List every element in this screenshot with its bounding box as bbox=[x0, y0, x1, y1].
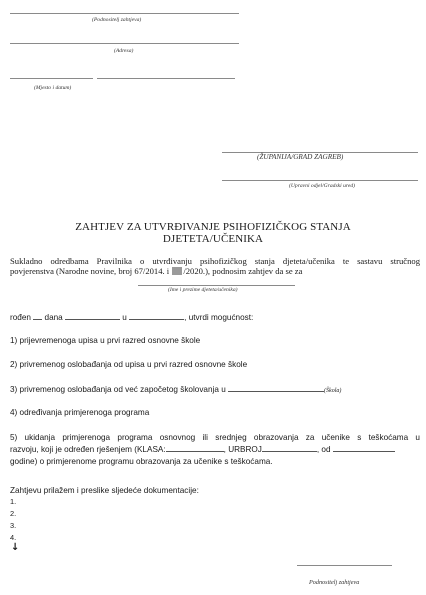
option-2: 2) privremenog oslobađanja od upisa u prvi razred osnovne škole bbox=[10, 360, 248, 369]
document-title-line1: ZAHTJEV ZA UTVRĐIVANJE PSIHOFIZIČKOG STANJA bbox=[75, 221, 351, 233]
attachment-item-2: 2. bbox=[10, 509, 17, 518]
option-3-text: 3) privremenog oslobađanja od već započetog školovanja u bbox=[10, 385, 226, 394]
option-5-line2-a: razvoju, koji je određen rješenjem (KLASA: bbox=[10, 445, 166, 454]
option-5-line2-b: , URBROJ bbox=[223, 445, 262, 454]
office-line bbox=[222, 180, 418, 181]
authority-label: (ŽUPANIJA/GRAD ZAGREB) bbox=[257, 153, 344, 161]
born-in-word: u bbox=[122, 313, 127, 322]
attachment-item-3: 3. bbox=[10, 521, 17, 530]
intro-line2 bbox=[10, 266, 302, 277]
child-name-line bbox=[138, 285, 295, 286]
signature-caption: Podnositelj zahtjeva bbox=[309, 579, 360, 586]
place-date-caption: (Mjesto i datum) bbox=[34, 85, 72, 91]
applicant-caption: (Podnositelj zahtjeva) bbox=[92, 17, 142, 23]
place-line bbox=[10, 78, 93, 79]
intro-line1: Sukladno odredbama Pravilnika o utvrđivanju psihofizičkog stanja djeteta/učenika te sastavu stručnog bbox=[10, 256, 420, 266]
attachment-item-4: 4. bbox=[10, 533, 17, 542]
school-caption: (Škola) bbox=[324, 388, 342, 394]
intro-line2-b: /2020.), podnosim zahtjev da se za bbox=[183, 266, 303, 276]
born-place-blank[interactable] bbox=[129, 312, 184, 320]
born-blank-1[interactable] bbox=[33, 312, 42, 320]
child-name-caption: (Ime i prezime djeteta/učenika) bbox=[168, 287, 238, 293]
born-day-word: dana bbox=[44, 313, 63, 322]
year-box[interactable] bbox=[172, 267, 182, 275]
option-3 bbox=[10, 384, 341, 397]
born-line bbox=[10, 312, 253, 323]
option-1: 1) prijevremenoga upisa u prvi razred osnovne škole bbox=[10, 336, 201, 345]
address-caption: (Adresa) bbox=[114, 48, 134, 54]
office-caption: (Upravni odjel/Gradski ured) bbox=[289, 183, 355, 189]
intro-line2-a: povjerenstva (Narodne novine, broj 67/2014. i bbox=[10, 266, 170, 276]
option-5-line3: godine) o primjerenome programu obrazovanja za učenike s teškoćama. bbox=[10, 457, 273, 466]
option-5-line2-c: , od bbox=[316, 445, 331, 454]
born-suffix: , utvrdi mogućnost: bbox=[184, 313, 254, 322]
decision-date-blank[interactable] bbox=[333, 444, 395, 452]
option-5-line1: 5) ukidanja primjerenoga programa osnovnog ili srednjeg obrazovanja za učenike s teškoćama u bbox=[10, 433, 420, 442]
attachment-item-1: 1. bbox=[10, 497, 17, 506]
signature-line bbox=[297, 565, 392, 566]
option-5-line2 bbox=[10, 444, 395, 455]
date-line bbox=[97, 78, 235, 79]
option-4: 4) određivanja primjerenoga programa bbox=[10, 408, 150, 417]
address-line bbox=[10, 43, 239, 44]
document-title-line2: DJETETA/UČENIKA bbox=[162, 233, 264, 245]
down-arrow-icon: ↓ bbox=[11, 542, 20, 553]
urbroj-blank[interactable] bbox=[262, 444, 317, 452]
born-date-blank[interactable] bbox=[65, 312, 120, 320]
applicant-line bbox=[10, 13, 239, 14]
attachments-intro: Zahtjevu prilažem i preslike sljedeće dokumentacije: bbox=[10, 486, 199, 495]
born-prefix: rođen bbox=[10, 313, 31, 322]
school-blank[interactable] bbox=[228, 384, 324, 392]
klasa-blank[interactable] bbox=[166, 444, 224, 452]
